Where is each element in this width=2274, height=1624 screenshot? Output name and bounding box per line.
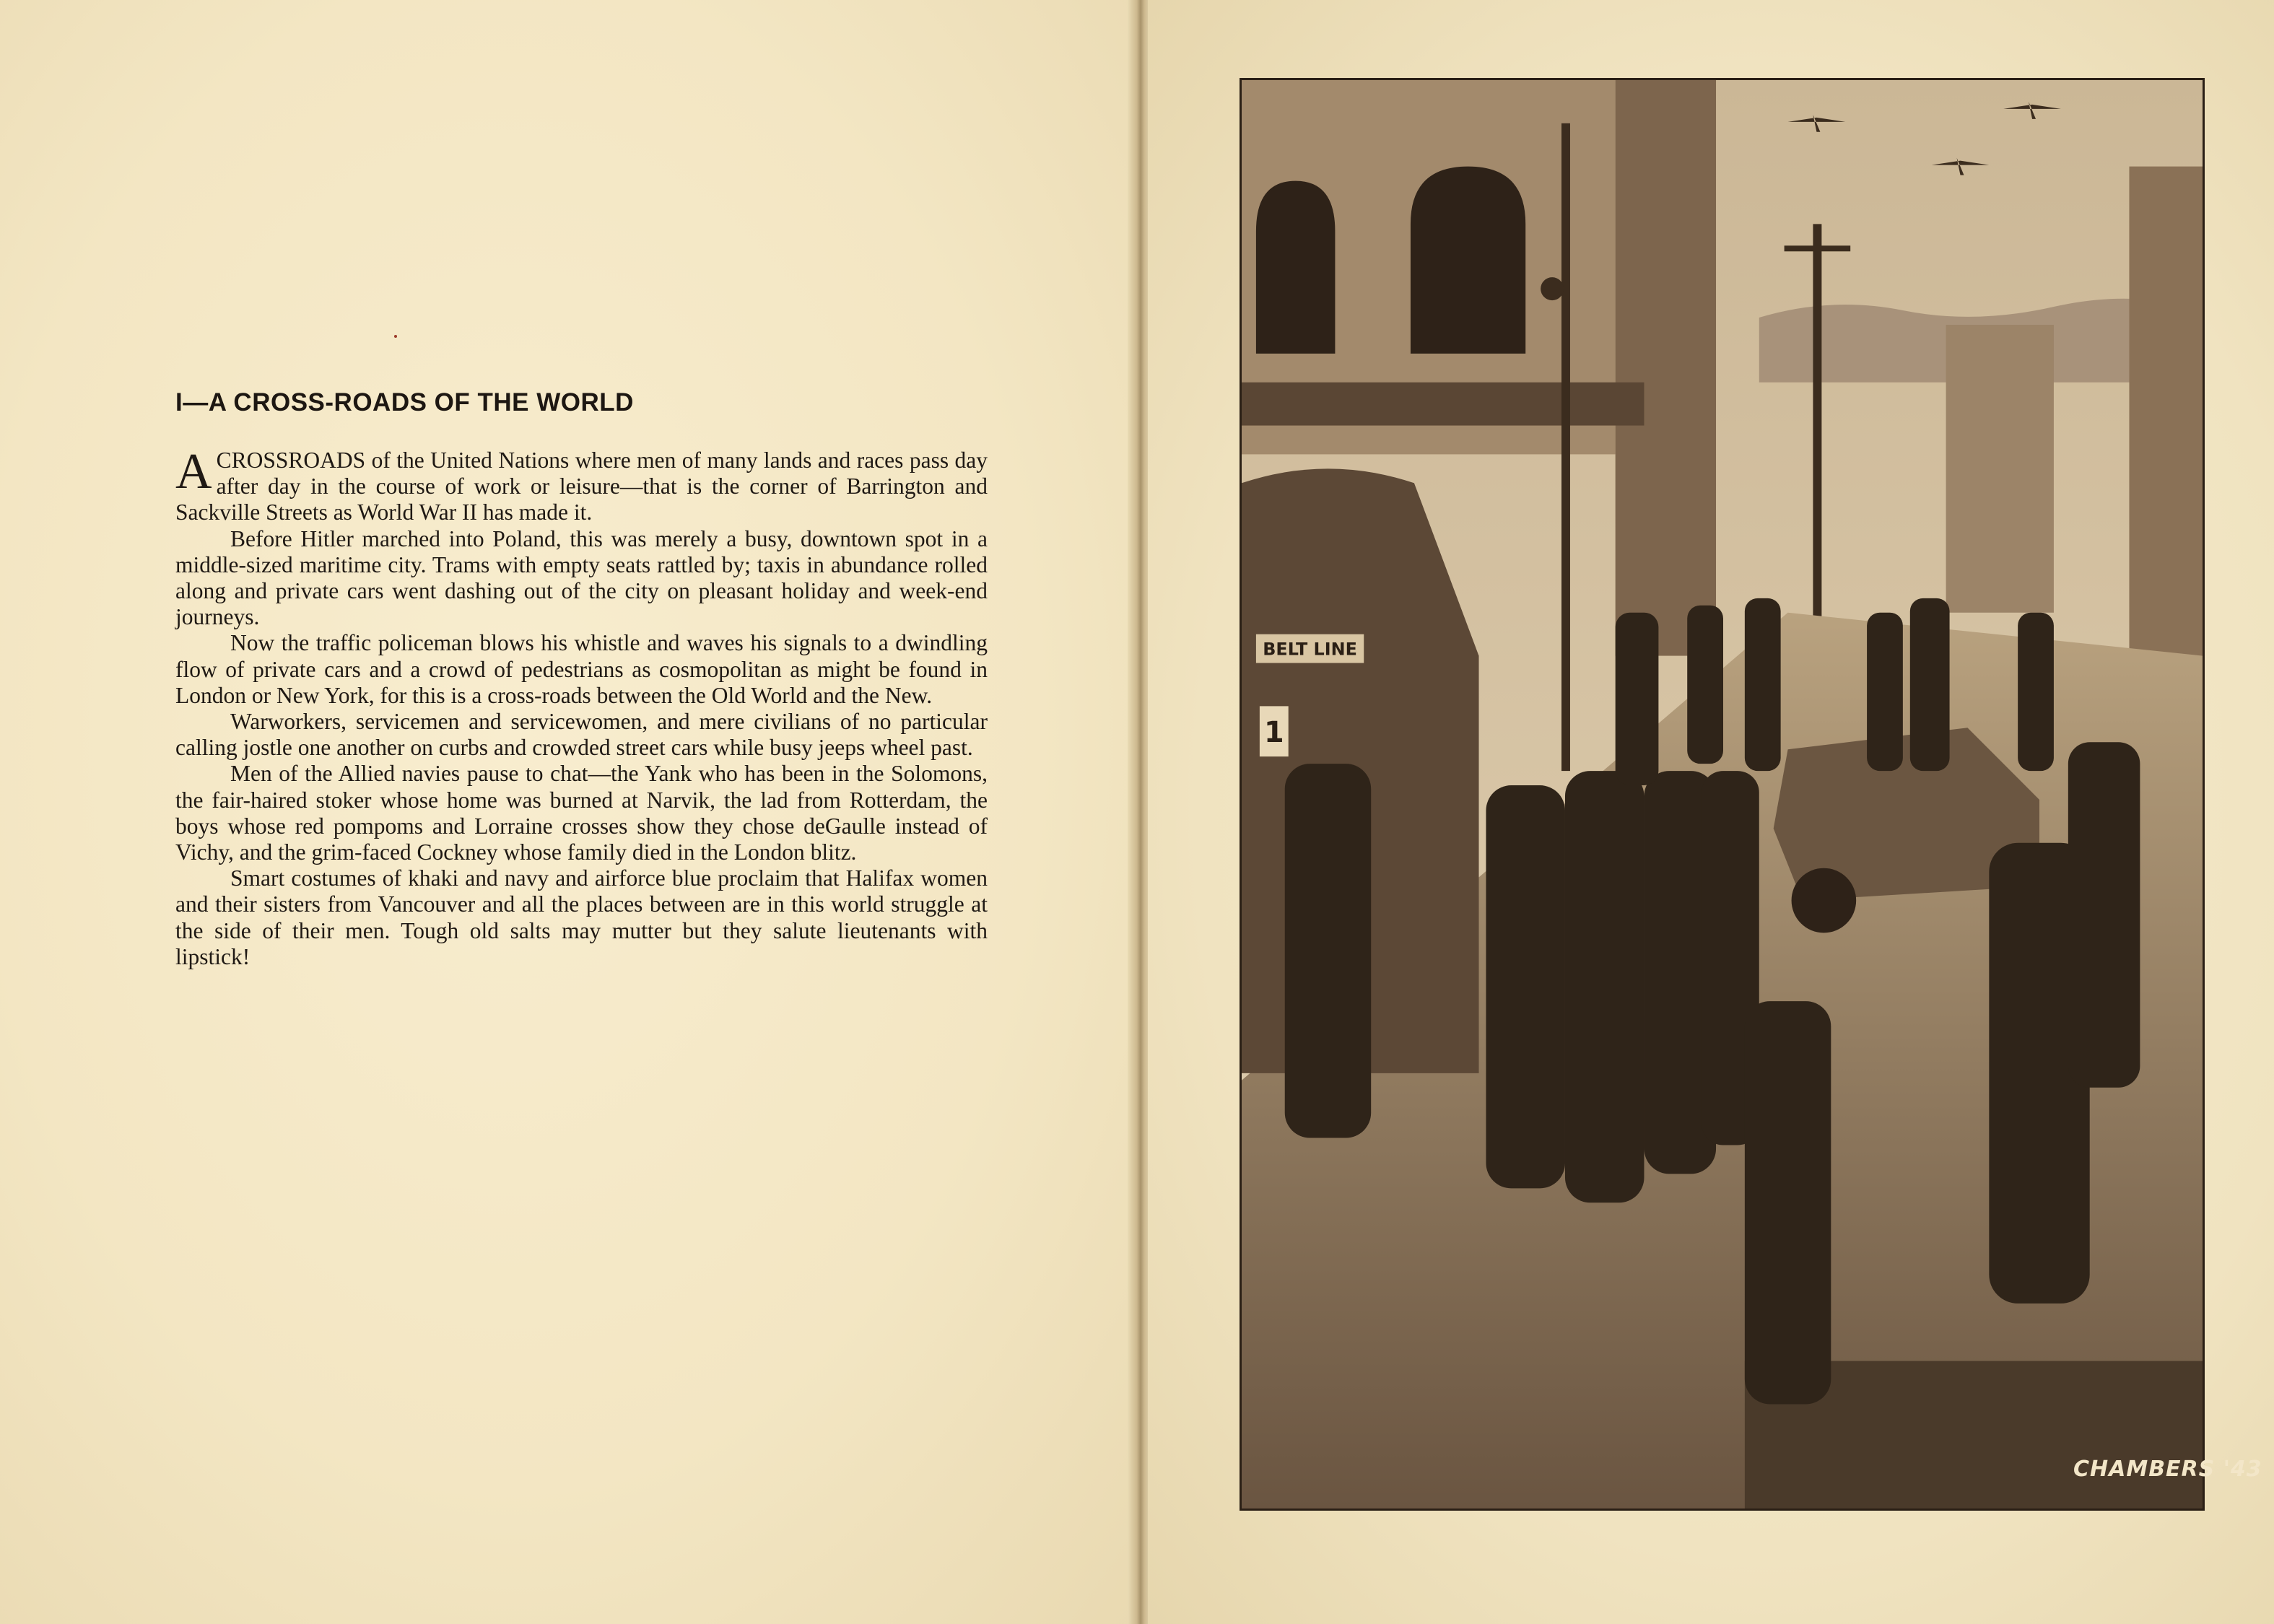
- tram-number: 1: [1263, 716, 1284, 750]
- ink-speck: [394, 335, 397, 338]
- street-scene-illustration: [1240, 78, 2205, 1511]
- building-side: [1616, 80, 1716, 656]
- chapter-title: I—A CROSS-ROADS OF THE WORLD: [175, 388, 634, 416]
- left-page: [0, 0, 1135, 1624]
- lamp-post: [1561, 123, 1570, 771]
- jeep-wheel: [1792, 868, 1857, 933]
- storefront-band: [1242, 383, 1644, 426]
- arched-window-left: [1256, 181, 1336, 354]
- pole-crossarm: [1785, 245, 1851, 251]
- paragraph-4: Warworkers, servicemen and servicewomen, and mere civilians of no particular calling jostle one another on curbs and crowded street cars while busy jeeps wheel past.: [175, 709, 988, 761]
- paragraph-6: Smart costumes of khaki and navy and airforce blue proclaim that Halifax women and their sisters from Vancouver and all the places between are in this world struggle at the side of their men. Tough old salts may mutter but they salute lieutenants with lipstick!: [175, 865, 988, 969]
- paragraph-5: Men of the Allied navies pause to chat—the Yank who has been in the Solomons, the fair-haired stoker whose home was burned at Narvik, the lad from Rotterdam, the boys whose red pompoms and Lorraine crosses show they chose deGaulle instead of Vichy, and the grim-faced Cockney whose family died in the London blitz.: [175, 761, 988, 865]
- artist-signature: CHAMBERS '43: [2073, 1457, 2262, 1482]
- paragraph-1-text: CROSSROADS of the United Nations where men of many lands and races pass day after day in the course of work or leisure—that is the corner of Barrington and Sackville Streets as World War II has made it.: [175, 448, 988, 525]
- distant-building: [1946, 325, 2054, 613]
- paragraph-3: Now the traffic policeman blows his whistle and waves his signals to a dwindling flow of private cars and a crowd of pedestrians as cosmopolitan as might be found in London or New York, for this is a cross-roads between the Old World and the New.: [175, 630, 988, 708]
- paragraph-1: [175, 444, 988, 526]
- tram-sign: BELT LINE: [1263, 639, 1357, 660]
- chapter-body: [175, 444, 988, 970]
- street-lamp: [1541, 277, 1564, 300]
- arched-window-center: [1411, 167, 1525, 354]
- drop-cap: A: [175, 444, 212, 499]
- illustration-svg: [1242, 80, 2203, 1509]
- paragraph-2: Before Hitler marched into Poland, this was merely a busy, downtown spot in a middle-sized maritime city. Trams with empty seats rattled by; taxis in abundance rolled along and private cars went dashing out of the city on pleasant holiday and week-end journeys.: [175, 525, 988, 630]
- right-building: [2129, 167, 2203, 728]
